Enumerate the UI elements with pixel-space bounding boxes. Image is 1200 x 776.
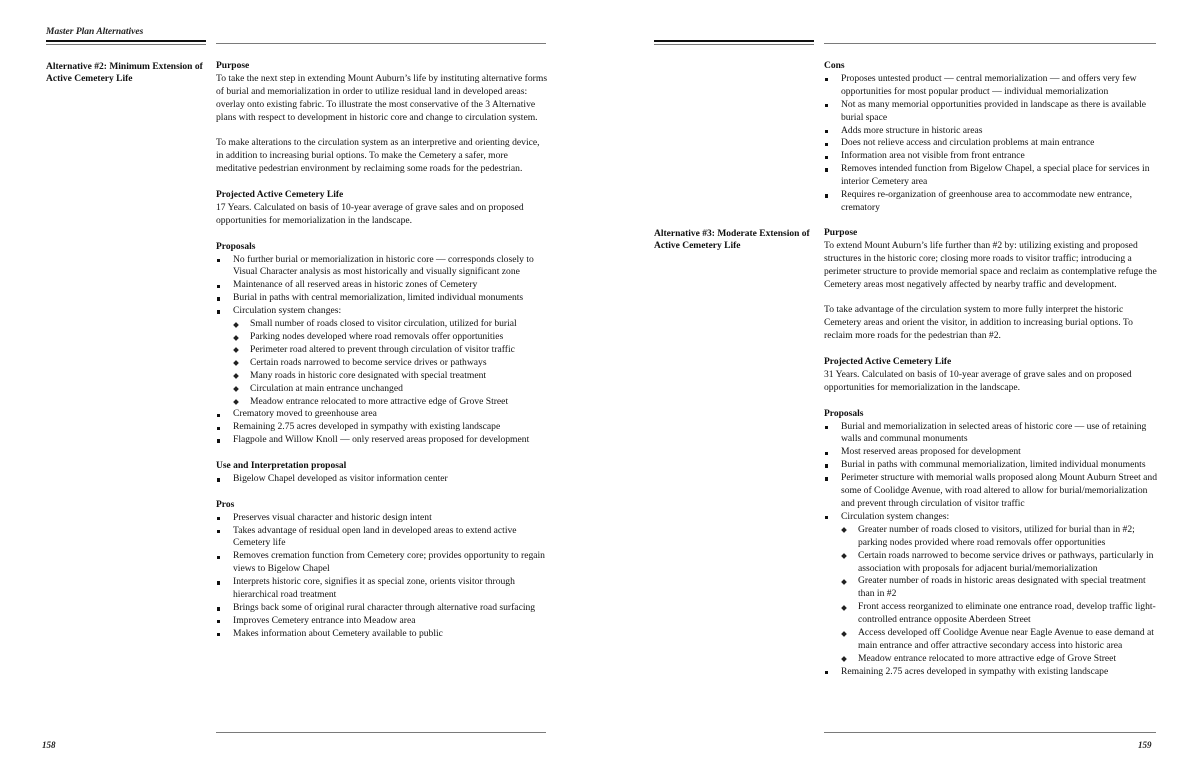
- sublist-item: Small number of roads closed to visitor circulation, utilized for burial: [233, 318, 548, 331]
- square-bullet-icon: [217, 633, 220, 636]
- sublist-item: Parking nodes developed where road removals offer opportunities: [233, 331, 548, 344]
- pros-section: [216, 499, 548, 641]
- circulation-sublist: [233, 318, 548, 408]
- square-bullet-icon: [217, 414, 220, 417]
- square-bullet-icon: [217, 517, 220, 520]
- use-interpretation-section: [216, 460, 548, 486]
- square-bullet-icon: [825, 194, 828, 197]
- proposals-heading: Proposals: [824, 408, 864, 419]
- square-bullet-icon: [825, 156, 828, 159]
- projected-life-text: 17 Years. Calculated on basis of 10-year average of grave sales and on proposed opportunities for memorialization in the landscape.: [216, 201, 524, 226]
- list-item: Does not relieve access and circulation problems at main entrance: [824, 137, 1160, 150]
- purpose-paragraph: To make alterations to the circulation system as an interpretive and orienting device, in addition to increasing burial options. To make the Cemetery a safer, more meditative pedestrian environment by reclaiming some roads for the pedestrian.: [216, 137, 540, 175]
- projected-life-heading: Projected Active Cemetery Life: [216, 190, 344, 201]
- diamond-bullet-icon: [841, 631, 847, 637]
- diamond-bullet-icon: [233, 386, 239, 392]
- square-bullet-icon: [217, 607, 220, 610]
- diamond-bullet-icon: [233, 348, 239, 354]
- purpose-paragraph: To take advantage of the circulation system to more fully interpret the historic Cemetery areas and orient the visitor, in addition to increasing burial options. To reclaim more roads for the pedestrian than #2.: [824, 304, 1133, 342]
- list-item: Preserves visual character and historic design intent: [216, 512, 548, 525]
- sublist-item: Certain roads narrowed to become service drives or pathways: [233, 357, 548, 370]
- list-item: Maintenance of all reserved areas in historic zones of Cemetery: [216, 279, 548, 292]
- sublist-item: Perimeter road altered to prevent through circulation of visitor traffic: [233, 344, 548, 357]
- purpose-heading: Purpose: [824, 228, 858, 238]
- sublist-item: Circulation at main entrance unchanged: [233, 383, 548, 396]
- sublist-item: Certain roads narrowed to become service drives or pathways, particularly in association with proposals for adjacent burial/memorialization: [841, 550, 1160, 576]
- content-bottom-rule: [216, 732, 546, 733]
- page-number: 158: [42, 740, 56, 750]
- purpose-section: [824, 227, 1160, 343]
- list-item: Takes advantage of residual open land in developed areas to extend active Cemetery life: [216, 525, 548, 551]
- square-bullet-icon: [217, 556, 220, 559]
- diamond-bullet-icon: [841, 528, 847, 534]
- square-bullet-icon: [825, 78, 828, 81]
- square-bullet-icon: [825, 477, 828, 480]
- projected-life-text: 31 Years. Calculated on basis of 10-year average of grave sales and on proposed opportunities for memorialization in the landscape.: [824, 368, 1132, 393]
- pros-heading: Pros: [216, 499, 235, 510]
- square-bullet-icon: [217, 581, 220, 584]
- cons-column: [824, 60, 1160, 228]
- list-item: Makes information about Cemetery available to public: [216, 628, 548, 641]
- square-bullet-icon: [217, 285, 220, 288]
- list-item: Improves Cemetery entrance into Meadow area: [216, 615, 548, 628]
- alternative-2-title: Alternative #2: Minimum Extension of Active Cemetery Life: [46, 62, 203, 84]
- square-bullet-icon: [825, 143, 828, 146]
- content-top-rule: [216, 43, 546, 44]
- page-number: 159: [1138, 740, 1152, 750]
- list-item: Bigelow Chapel developed as visitor information center: [216, 473, 548, 486]
- rule-thick: [46, 40, 206, 42]
- square-bullet-icon: [825, 452, 828, 455]
- list-item: Flagpole and Willow Knoll — only reserved areas proposed for development: [216, 434, 548, 447]
- list-item: Perimeter structure with memorial walls proposed along Mount Auburn Street and some of Coolidge Avenue, with road altered to allow for burial/memorialization and prevent through circulation of visitor traffic: [824, 472, 1160, 511]
- square-bullet-icon: [217, 310, 220, 313]
- projected-life-section: [824, 356, 1160, 395]
- list-item: Requires re-organization of greenhouse area to accommodate new entrance, crematory: [824, 189, 1160, 215]
- list-item: Circulation system changes: Greater number of roads closed to visitors, utilized for burial than in #2; parking nodes provided where road removals offer opportunities Certain roads narrowed to become service drives or pathways, particularly in association with proposals for adjacent burial/memorialization Greater number of roads in historic areas designated with special treatment than in #2 Front access reorganized to eliminate one entrance road, develop traffic light-controlled entrance opposite Aberdeen Street Access developed off Coolidge Avenue near Eagle Avenue to ease demand at main entrance and offer attractive secondary access into historic area Meadow entrance relocated to more attractive edge of Grove Street: [824, 511, 1160, 666]
- circulation-sublist: [841, 524, 1160, 666]
- list-item: Interprets historic core, signifies it as special zone, orients visitor through hierarchical road treatment: [216, 576, 548, 602]
- cons-list: [824, 73, 1160, 215]
- square-bullet-icon: [217, 439, 220, 442]
- use-interpretation-heading: Use and Interpretation proposal: [216, 461, 347, 472]
- purpose-paragraph: To take the next step in extending Mount Auburn’s life by instituting alternative forms of burial and memorialization in order to utilize residual land in developed areas: overlay onto existing fabric. To illustrate the most conservative of the 3 Alternative plans with respect to development in historic core and change to circulation system.: [216, 72, 548, 123]
- diamond-bullet-icon: [841, 605, 847, 611]
- diamond-bullet-icon: [841, 657, 847, 663]
- list-item: Most reserved areas proposed for development: [824, 446, 1160, 459]
- diamond-bullet-icon: [841, 553, 847, 559]
- list-item: Information area not visible from front entrance: [824, 150, 1160, 163]
- square-bullet-icon: [825, 168, 828, 171]
- square-bullet-icon: [217, 478, 220, 481]
- list-item: Not as many memorial opportunities provided in landscape as there is available burial space: [824, 99, 1160, 125]
- list-item: Crematory moved to greenhouse area: [216, 408, 548, 421]
- rule-thin: [654, 44, 814, 45]
- alternative-3-title: Alternative #3: Moderate Extension of Active Cemetery Life: [654, 229, 810, 251]
- square-bullet-icon: [217, 620, 220, 623]
- square-bullet-icon: [217, 259, 220, 262]
- square-bullet-icon: [217, 530, 220, 533]
- square-bullet-icon: [825, 671, 828, 674]
- list-item: Removes intended function from Bigelow Chapel, a special place for services in interior Cemetery area: [824, 163, 1160, 189]
- square-bullet-icon: [217, 297, 220, 300]
- square-bullet-icon: [217, 427, 220, 430]
- purpose-heading: Purpose: [216, 61, 250, 71]
- sublist-item: Meadow entrance relocated to more attractive edge of Grove Street: [233, 396, 548, 409]
- rule-thick: [654, 40, 814, 42]
- proposals-list: [216, 254, 548, 448]
- list-item: Adds more structure in historic areas: [824, 125, 1160, 138]
- proposals-section: [824, 408, 1160, 679]
- proposals-list: [824, 421, 1160, 679]
- diamond-bullet-icon: [841, 579, 847, 585]
- square-bullet-icon: [825, 104, 828, 107]
- sublist-item: Many roads in historic core designated with special treatment: [233, 370, 548, 383]
- list-item: Remaining 2.75 acres developed in sympathy with existing landscape: [824, 666, 1160, 679]
- sublist-item: Meadow entrance relocated to more attractive edge of Grove Street: [841, 653, 1160, 666]
- sublist-item: Front access reorganized to eliminate one entrance road, develop traffic light-controlled entrance opposite Aberdeen Street: [841, 601, 1160, 627]
- projected-life-section: [216, 189, 548, 228]
- double-rule-divider: [654, 40, 814, 46]
- right-content-column: [824, 227, 1160, 692]
- square-bullet-icon: [825, 464, 828, 467]
- sublist-item: Greater number of roads in historic areas designated with special treatment than in #2: [841, 575, 1160, 601]
- sublist-item: Greater number of roads closed to visitors, utilized for burial than in #2; parking nodes provided where road removals offer opportunities: [841, 524, 1160, 550]
- list-item: Circulation system changes: Small number of roads closed to visitor circulation, utilized for burial Parking nodes developed where road removals offer opportunities Perimeter road altered to prevent through circulation of visitor traffic Certain roads narrowed to become service drives or pathways Many roads in historic core designated with special treatment Circulation at main entrance unchanged Meadow entrance relocated to more attractive edge of Grove Street: [216, 305, 548, 408]
- diamond-bullet-icon: [233, 373, 239, 379]
- list-item: Brings back some of original rural character through alternative road surfacing: [216, 602, 548, 615]
- proposals-heading: Proposals: [216, 241, 256, 252]
- content-bottom-rule: [824, 732, 1156, 733]
- purpose-paragraph: To extend Mount Auburn’s life further than #2 by: utilizing existing and proposed structures in the historic core; closing more roads to visitor traffic; introducing a perimeter structure to provide memorial space and reclaim as contemplative refuge the Cemetery areas most negatively affected by nearby traffic and development.: [824, 239, 1157, 290]
- purpose-section: [216, 60, 548, 176]
- sublist-item: Access developed off Coolidge Avenue near Eagle Avenue to ease demand at main entrance and offer attractive secondary access into historic area: [841, 627, 1160, 653]
- list-item: Burial in paths with central memorialization, limited individual monuments: [216, 292, 548, 305]
- rule-thin: [46, 44, 206, 45]
- diamond-bullet-icon: [233, 322, 239, 328]
- double-rule-divider: [46, 40, 206, 46]
- square-bullet-icon: [825, 130, 828, 133]
- list-item: No further burial or memorialization in historic core — corresponds closely to Visual Character analysis as most historically and visually significant zone: [216, 254, 548, 280]
- right-page: [600, 0, 1200, 776]
- diamond-bullet-icon: [233, 335, 239, 341]
- list-item: Remaining 2.75 acres developed in sympathy with existing landscape: [216, 421, 548, 434]
- diamond-bullet-icon: [233, 399, 239, 405]
- left-content-column: [216, 60, 548, 654]
- list-item: Burial in paths with communal memorialization, limited individual monuments: [824, 459, 1160, 472]
- list-item: Burial and memorialization in selected areas of historic core — use of retaining walls and communal monuments: [824, 421, 1160, 447]
- cons-section: [824, 60, 1160, 215]
- projected-life-heading: Projected Active Cemetery Life: [824, 357, 952, 368]
- proposals-section: [216, 241, 548, 448]
- list-item: Proposes untested product — central memorialization — and offers very few opportunities for most popular product — individual memorialization: [824, 73, 1160, 99]
- running-head: Master Plan Alternatives: [46, 27, 144, 37]
- square-bullet-icon: [825, 426, 828, 429]
- list-item: Removes cremation function from Cemetery core; provides opportunity to regain views to Bigelow Chapel: [216, 550, 548, 576]
- diamond-bullet-icon: [233, 361, 239, 367]
- cons-heading: Cons: [824, 61, 845, 71]
- content-top-rule: [824, 43, 1156, 44]
- pros-list: [216, 512, 548, 641]
- square-bullet-icon: [825, 516, 828, 519]
- use-interpretation-list: [216, 473, 548, 486]
